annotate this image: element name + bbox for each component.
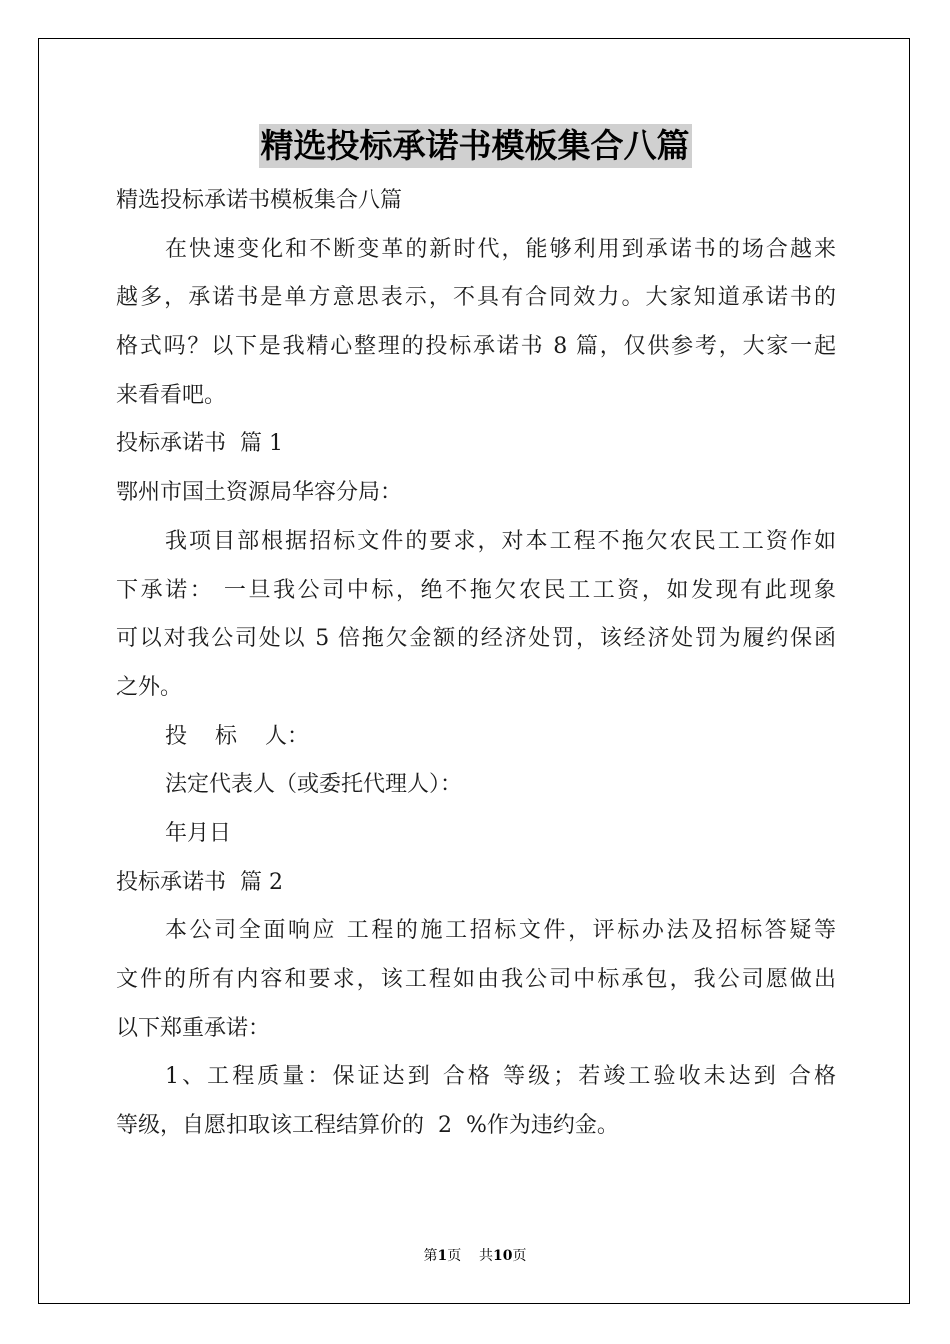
text-line: 1、工程质量：保证达到 合格 等级；若竣工验收未达到 合格: [165, 1064, 836, 1090]
text-line: 投标承诺书 篇 2: [116, 869, 283, 895]
text-line: 下承诺： 一旦我公司中标，绝不拖欠农民工工资，如发现有此现象: [116, 577, 836, 603]
footer-prefix: 第: [423, 1248, 438, 1264]
text-line: 等级，自愿扣取该工程结算价的 2 %作为违约金。: [116, 1113, 619, 1139]
text-line: 之外。: [116, 674, 183, 700]
text-line: 越多，承诺书是单方意思表示，不具有合同效力。大家知道承诺书的: [116, 285, 836, 311]
text-line: 可以对我公司处以 5 倍拖欠金额的经济处罚，该经济处罚为履约保函: [116, 626, 836, 652]
footer-middle: 页 共: [447, 1248, 494, 1264]
text-line: 法定代表人（或委托代理人）：: [165, 772, 463, 798]
title-container: [0, 124, 950, 168]
page-footer: [0, 1245, 950, 1265]
text-line: 来看看吧。: [116, 382, 227, 408]
text-line: 投标承诺书 篇 1: [116, 431, 283, 457]
document-title: 精选投标承诺书模板集合八篇: [259, 124, 692, 168]
text-line: 文件的所有内容和要求，该工程如由我公司中标承包，我公司愿做出: [116, 967, 836, 992]
text-line: 投 标 人：: [165, 723, 309, 749]
text-line: 鄂州市国土资源局华容分局：: [116, 480, 403, 506]
text-line: 本公司全面响应 工程的施工招标文件，评标办法及招标答疑等: [165, 918, 836, 944]
text-line: 以下郑重承诺：: [116, 1015, 271, 1041]
text-line: 格式吗？以下是我精心整理的投标承诺书 8 篇，仅供参考，大家一起: [116, 334, 836, 360]
footer-total-pages: 10: [493, 1248, 513, 1264]
text-line: 在快速变化和不断变革的新时代，能够利用到承诺书的场合越来: [165, 236, 836, 262]
text-line: 精选投标承诺书模板集合八篇: [116, 188, 403, 213]
text-line: 年月日: [165, 820, 232, 846]
footer-current-page: 1: [437, 1248, 448, 1264]
footer-suffix: 页: [512, 1248, 527, 1264]
document-body: [116, 177, 836, 1151]
text-line: 我项目部根据招标文件的要求，对本工程不拖欠农民工工资作如: [165, 528, 836, 554]
